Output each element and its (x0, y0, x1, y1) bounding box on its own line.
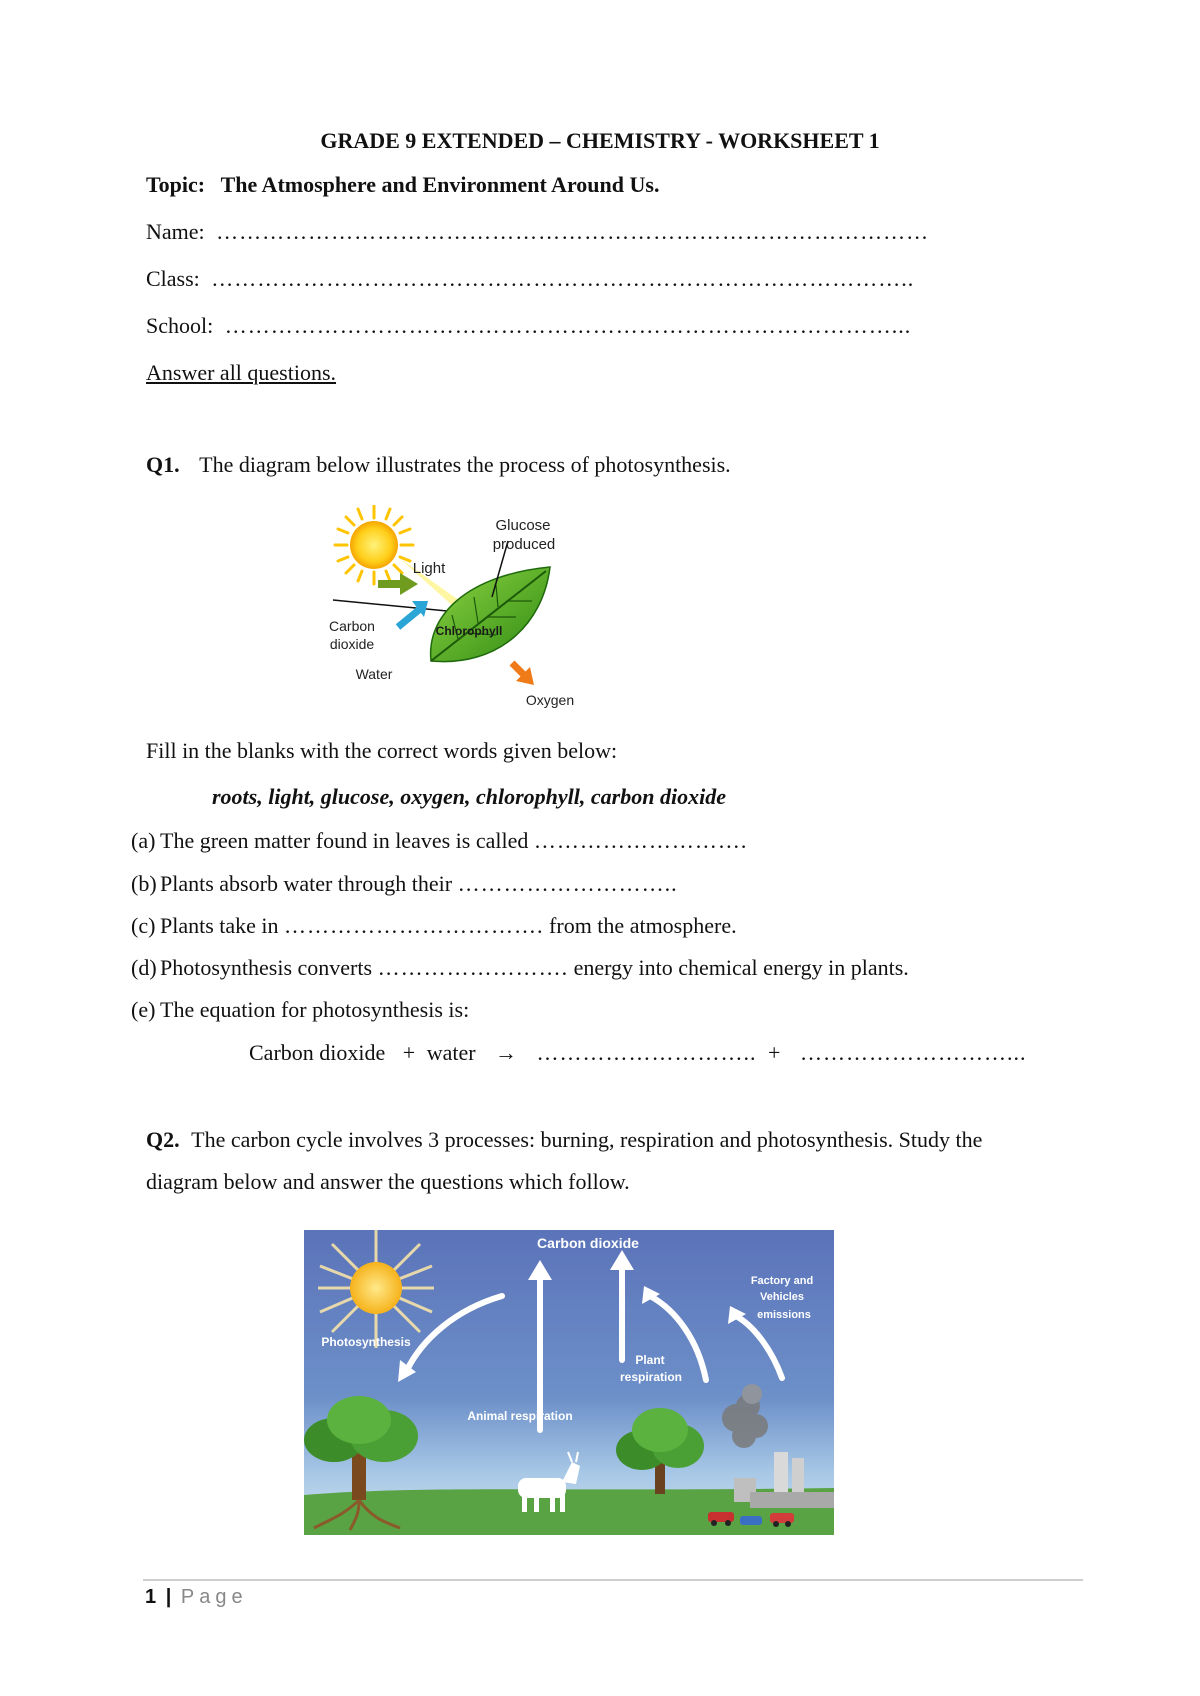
carbon-label-1: Carbon (329, 618, 375, 634)
factory-label-2: Vehicles (759, 1291, 805, 1303)
equation-reactant-1: Carbon dioxide (249, 1040, 386, 1065)
item-a-blank[interactable]: ………………………. (533, 828, 748, 853)
q1-text: The diagram below illustrates the process of photosynthesis. (199, 452, 731, 477)
carbon-dioxide-label: Carbon dioxide (537, 1235, 639, 1251)
item-c-after: from the atmosphere. (543, 913, 737, 938)
item-e-text: The equation for photosynthesis is: (160, 997, 470, 1022)
plant-respiration-label-1: Plant (635, 1353, 665, 1367)
glucose-label-1: Glucose (495, 517, 551, 534)
item-d-after: energy into chemical energy in plants. (568, 955, 909, 980)
sun-icon (335, 506, 413, 584)
school-blank[interactable]: ……………………………………………………………………………... (224, 313, 912, 338)
topic-line (146, 172, 659, 198)
item-c-text: Plants take in (160, 913, 285, 938)
sun-icon (318, 1230, 434, 1348)
page-word: Page (180, 1586, 248, 1608)
page-separator: | (165, 1586, 172, 1608)
glucose-label-2: produced (492, 536, 556, 553)
equation-blank-2[interactable]: ………………………... (799, 1040, 1027, 1065)
leaf-icon (431, 567, 550, 662)
worksheet-title: GRADE 9 EXTENDED – CHEMISTRY - WORKSHEET 1 (320, 128, 880, 153)
item-d (131, 955, 909, 981)
page-number: 1 (145, 1586, 157, 1608)
q1-line (146, 452, 731, 478)
q2-text-2: diagram below and answer the questions which follow. (146, 1169, 630, 1194)
equation-plus-1: + (402, 1040, 416, 1065)
water-arrow-icon (398, 601, 428, 627)
item-b-text: Plants absorb water through their (160, 871, 458, 896)
word-bank: roots, light, glucose, oxygen, chlorophyll, carbon dioxide (212, 784, 726, 809)
topic-label: Topic: (146, 172, 206, 197)
q2-line-1 (146, 1127, 982, 1153)
factory-label-3: emissions (757, 1309, 811, 1321)
plant-respiration-label-2: respiration (619, 1370, 683, 1384)
item-b-blank[interactable]: ……………………….. (457, 871, 678, 896)
oxygen-label: Oxygen (525, 692, 575, 708)
photosynthesis-label: Photosynthesis (321, 1335, 411, 1349)
item-c-blank[interactable]: ……………………………. (284, 913, 544, 938)
school-line (146, 313, 911, 339)
name-line (146, 219, 929, 245)
item-a-text: The green matter found in leaves is called (160, 828, 534, 853)
equation-reactant-2: water (426, 1040, 476, 1065)
light-label: Light (412, 560, 446, 577)
equation-plus-2: + (768, 1040, 781, 1065)
item-b-letter: (b) (131, 871, 157, 896)
item-a (131, 828, 747, 854)
school-label: School: (146, 313, 214, 338)
oxygen-arrow-icon (512, 663, 534, 685)
item-d-text: Photosynthesis converts (160, 955, 378, 980)
item-d-blank[interactable]: ……………………. (377, 955, 569, 980)
name-label: Name: (146, 219, 205, 244)
photosynthesis-diagram (328, 505, 628, 710)
class-blank[interactable]: ……………………………………………………………………………….. (211, 266, 915, 291)
q2-number: Q2. (146, 1127, 180, 1152)
q1-number: Q1. (146, 452, 180, 477)
equation-blank-1[interactable]: ……………………….. (536, 1040, 757, 1065)
class-label: Class: (146, 266, 200, 291)
carbon-label-2: dioxide (329, 636, 375, 652)
photosynthesis-equation (249, 1040, 1026, 1066)
name-blank[interactable]: ………………………………………………………………………………… (216, 219, 930, 244)
class-line (146, 266, 914, 292)
item-c (131, 913, 737, 939)
topic-value: The Atmosphere and Environment Around Us. (220, 172, 660, 197)
page-footer (145, 1586, 248, 1609)
instruction: Answer all questions. (146, 360, 337, 385)
item-b (131, 871, 678, 897)
fill-instruction: Fill in the blanks with the correct words given below: (146, 738, 618, 763)
item-e (131, 997, 469, 1023)
item-c-letter: (c) (131, 913, 156, 938)
water-label: Water (355, 666, 393, 682)
item-a-letter: (a) (131, 828, 156, 853)
item-d-letter: (d) (131, 955, 157, 980)
chlorophyll-label: Chlorophyll (435, 624, 503, 638)
q2-text-1: The carbon cycle involves 3 processes: burning, respiration and photosynthesis. Study the (191, 1127, 983, 1152)
animal-respiration-label: Animal respiration (467, 1409, 573, 1423)
carbon-cycle-diagram (304, 1230, 834, 1535)
item-e-letter: (e) (131, 997, 156, 1022)
factory-label-1: Factory and (750, 1275, 814, 1287)
footer-divider (143, 1579, 1083, 1581)
equation-arrow-icon: → (495, 1040, 518, 1065)
